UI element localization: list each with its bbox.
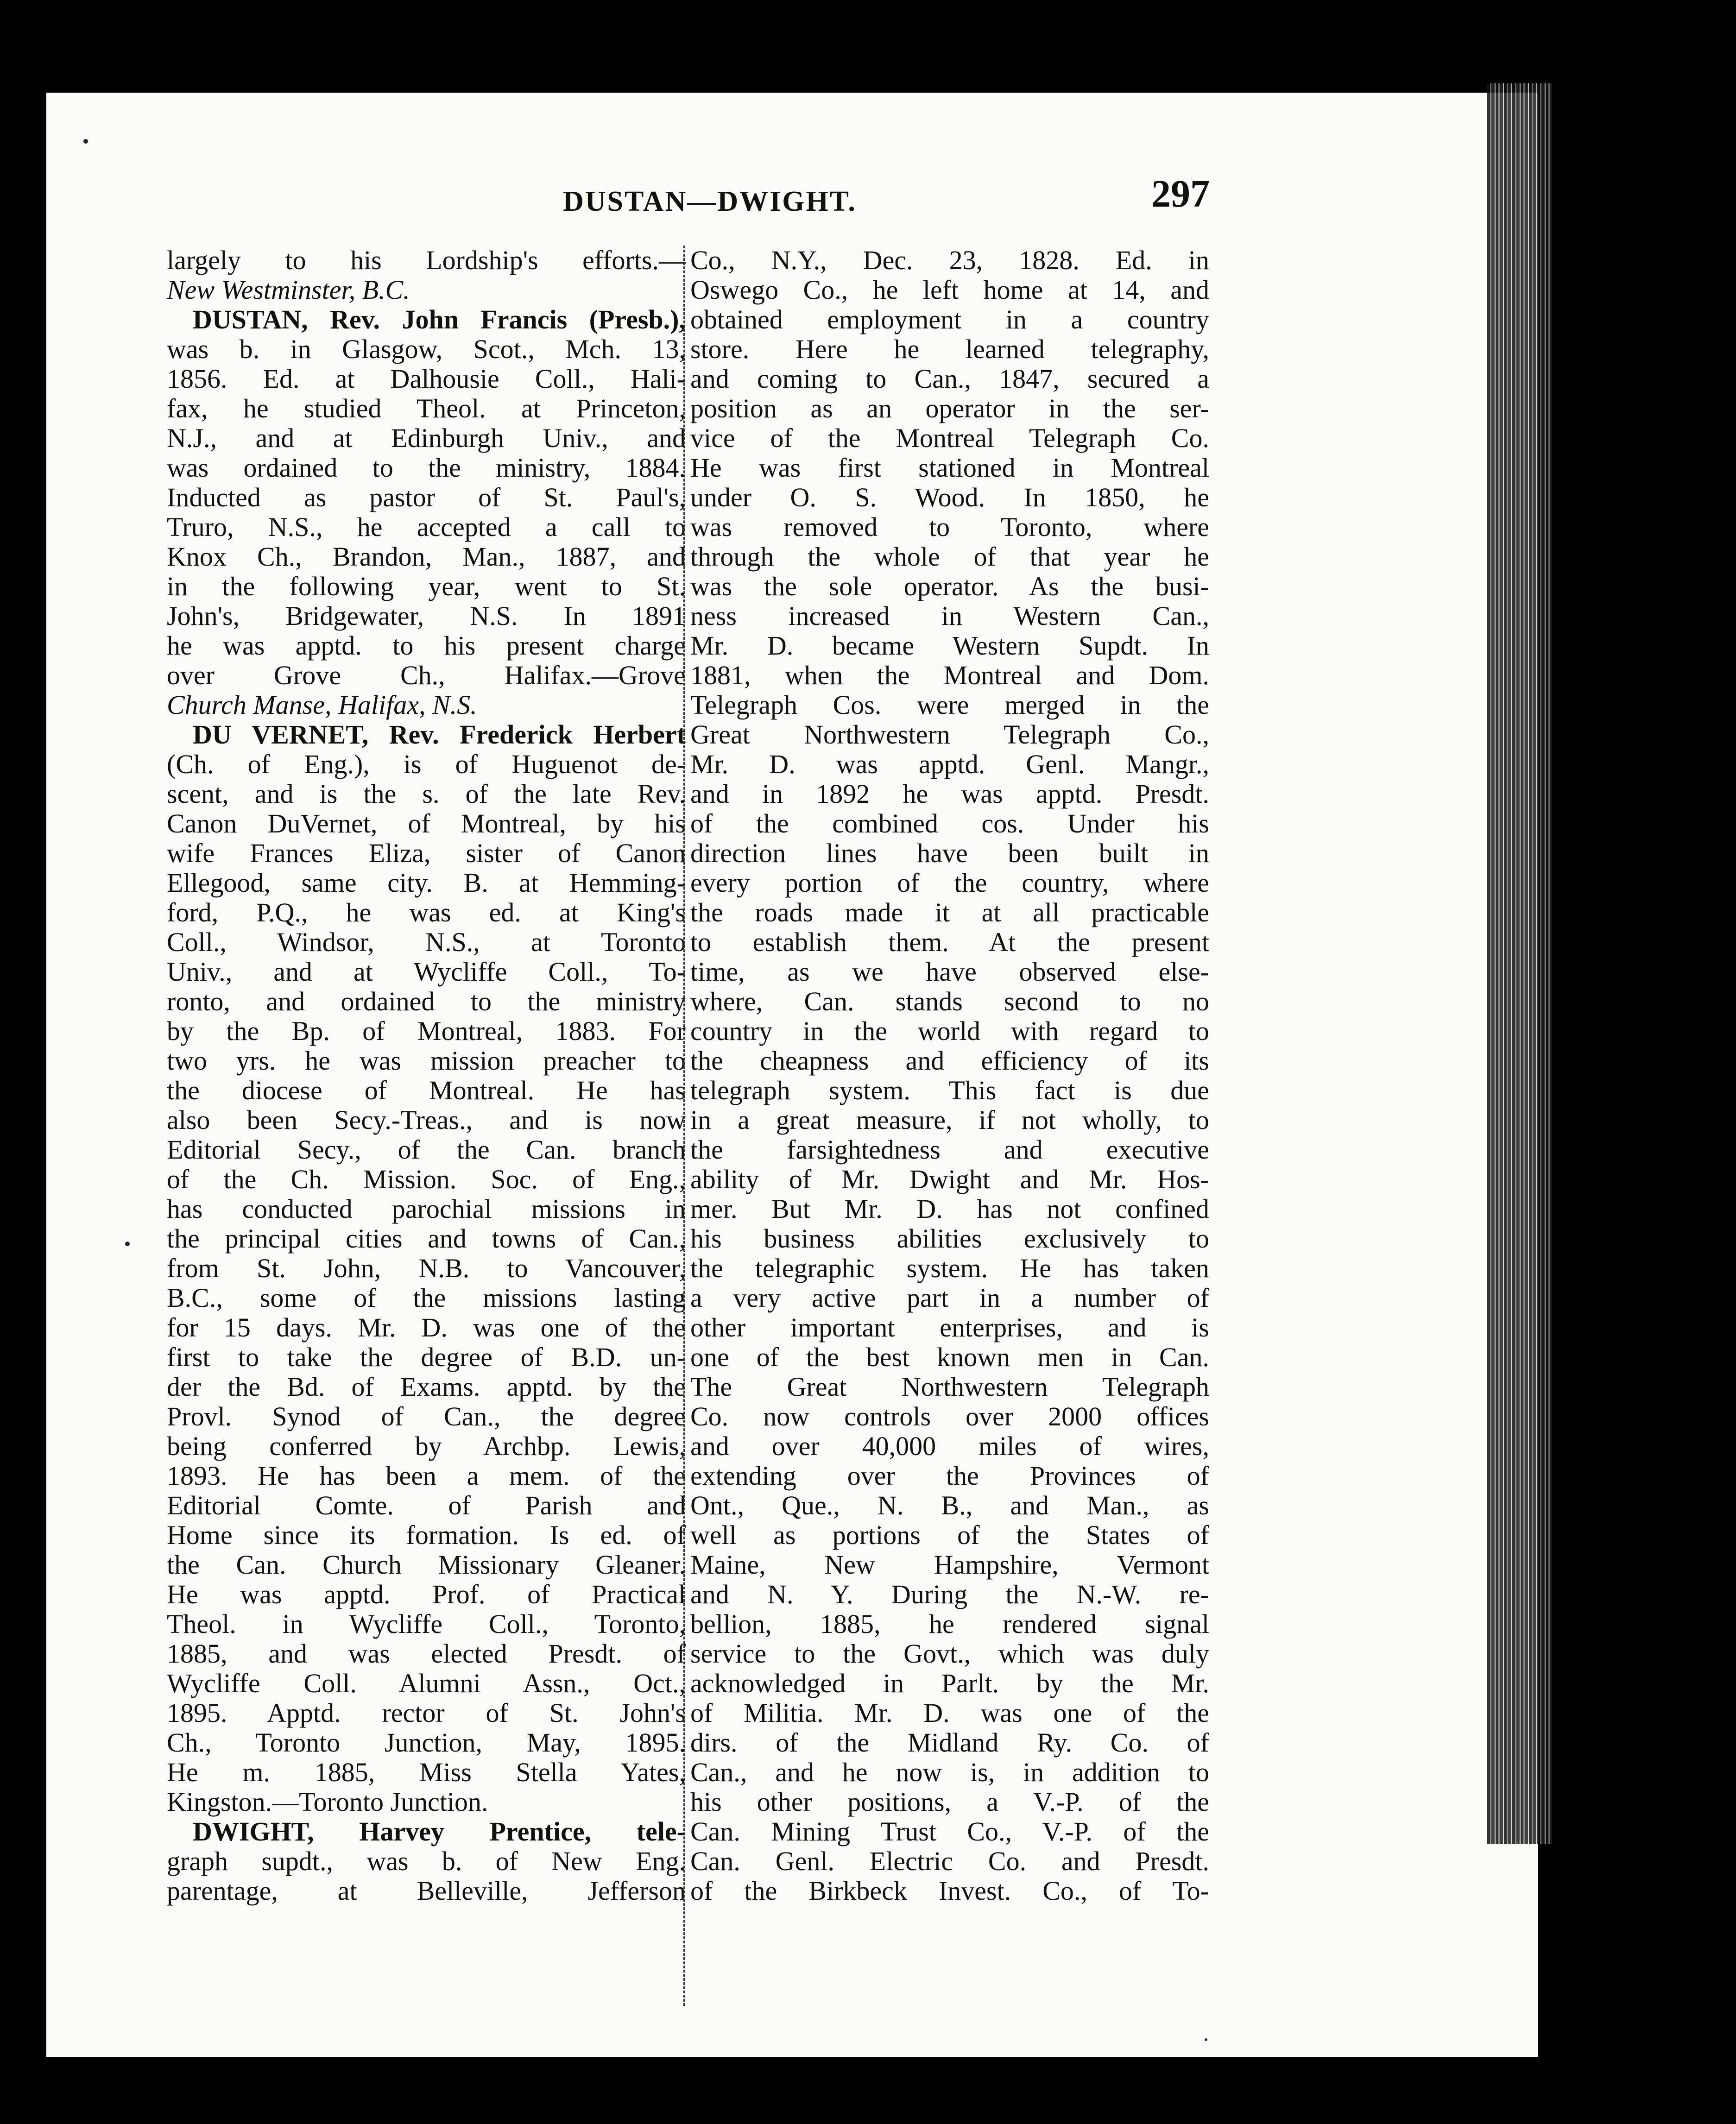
text-line: Inducted as pastor of St. Paul's, bbox=[167, 482, 686, 512]
text-line: of the Ch. Mission. Soc. of Eng., bbox=[167, 1164, 686, 1194]
scan-speck bbox=[83, 139, 88, 144]
text-line: Editorial Secy., of the Can. branch bbox=[167, 1134, 686, 1165]
text-line: of Militia. Mr. D. was one of the bbox=[690, 1698, 1209, 1728]
text-line: mer. But Mr. D. has not confined bbox=[690, 1194, 1209, 1224]
text-line: other important enterprises, and is bbox=[690, 1312, 1209, 1342]
text-line: John's, Bridgewater, N.S. In 1891 bbox=[167, 601, 686, 631]
text-line: and over 40,000 miles of wires, bbox=[690, 1431, 1209, 1461]
text-line: Great Northwestern Telegraph Co., bbox=[690, 719, 1209, 750]
text-line: acknowledged in Parlt. by the Mr. bbox=[690, 1668, 1209, 1698]
text-line: largely to his Lordship's efforts.— bbox=[167, 245, 686, 275]
text-line: of the Birkbeck Invest. Co., of To- bbox=[690, 1876, 1209, 1906]
text-line: the diocese of Montreal. He has bbox=[167, 1075, 686, 1105]
text-line: and coming to Can., 1847, secured a bbox=[690, 364, 1209, 394]
text-line: vice of the Montreal Telegraph Co. bbox=[690, 423, 1209, 453]
page-number: 297 bbox=[1151, 172, 1210, 215]
text-line: Can., and he now is, in addition to bbox=[690, 1757, 1209, 1787]
text-line: the telegraphic system. He has taken bbox=[690, 1253, 1209, 1283]
text-line: graph supdt., was b. of New Eng. bbox=[167, 1846, 686, 1876]
text-line: Can. Mining Trust Co., V.-P. of the bbox=[690, 1816, 1209, 1847]
text-line: extending over the Provinces of bbox=[690, 1461, 1209, 1491]
text-line: Editorial Comte. of Parish and bbox=[167, 1490, 686, 1520]
text-line: was ordained to the ministry, 1884. bbox=[167, 453, 686, 483]
text-line: position as an operator in the ser- bbox=[690, 393, 1209, 423]
text-line: well as portions of the States of bbox=[690, 1520, 1209, 1550]
text-line: The Great Northwestern Telegraph bbox=[690, 1372, 1209, 1402]
text-line: He was first stationed in Montreal bbox=[690, 453, 1209, 483]
text-line: was the sole operator. As the busi- bbox=[690, 571, 1209, 601]
text-line: one of the best known men in Can. bbox=[690, 1342, 1209, 1372]
text-line: also been Secy.-Treas., and is now bbox=[167, 1105, 686, 1135]
text-line: in the following year, went to St. bbox=[167, 571, 686, 601]
text-line: DUSTAN, Rev. John Francis (Presb.), bbox=[193, 304, 686, 334]
text-line: telegraph system. This fact is due bbox=[690, 1075, 1209, 1105]
text-line: Co., N.Y., Dec. 23, 1828. Ed. in bbox=[690, 245, 1209, 275]
text-line: Church Manse, Halifax, N.S. bbox=[167, 690, 477, 720]
text-line: over Grove Ch., Halifax.—Grove bbox=[167, 660, 686, 690]
text-line: service to the Govt., which was duly bbox=[690, 1639, 1209, 1669]
text-line: bellion, 1885, he rendered signal bbox=[690, 1609, 1209, 1639]
text-line: first to take the degree of B.D. un- bbox=[167, 1342, 686, 1372]
text-line: obtained employment in a country bbox=[690, 304, 1209, 334]
text-line: ability of Mr. Dwight and Mr. Hos- bbox=[690, 1164, 1209, 1194]
text-line: N.J., and at Edinburgh Univ., and bbox=[167, 423, 686, 453]
text-line: to establish them. At the present bbox=[690, 927, 1209, 957]
text-line: Mr. D. became Western Supdt. In bbox=[690, 630, 1209, 661]
text-line: the Can. Church Missionary Gleaner. bbox=[167, 1550, 686, 1580]
text-line: ness increased in Western Can., bbox=[690, 601, 1209, 631]
text-line: has conducted parochial missions in bbox=[167, 1194, 686, 1224]
text-line: the principal cities and towns of Can., bbox=[167, 1223, 686, 1254]
text-line: was b. in Glasgow, Scot., Mch. 13, bbox=[167, 334, 686, 364]
text-line: parentage, at Belleville, Jefferson bbox=[167, 1876, 686, 1906]
text-line: country in the world with regard to bbox=[690, 1016, 1209, 1046]
text-line: his business abilities exclusively to bbox=[690, 1223, 1209, 1254]
text-line: Telegraph Cos. were merged in the bbox=[690, 690, 1209, 720]
text-line: ronto, and ordained to the ministry bbox=[167, 986, 686, 1016]
text-line: through the whole of that year he bbox=[690, 542, 1209, 572]
text-line: Knox Ch., Brandon, Man., 1887, and bbox=[167, 542, 686, 572]
text-line: Co. now controls over 2000 offices bbox=[690, 1401, 1209, 1431]
text-line: where, Can. stands second to no bbox=[690, 986, 1209, 1016]
text-line: he was apptd. to his present charge bbox=[167, 630, 686, 661]
text-line: every portion of the country, where bbox=[690, 868, 1209, 898]
scan-speck bbox=[125, 1242, 130, 1246]
text-line: Kingston.—Toronto Junction. bbox=[167, 1787, 488, 1817]
text-line: and in 1892 he was apptd. Presdt. bbox=[690, 779, 1209, 809]
text-line: under O. S. Wood. In 1850, he bbox=[690, 482, 1209, 512]
text-line: Canon DuVernet, of Montreal, by his bbox=[167, 808, 686, 838]
running-title: DUSTAN—DWIGHT. bbox=[563, 186, 857, 217]
text-line: dirs. of the Midland Ry. Co. of bbox=[690, 1727, 1209, 1758]
text-line: direction lines have been built in bbox=[690, 838, 1209, 868]
text-line: Provl. Synod of Can., the degree bbox=[167, 1401, 686, 1431]
text-line: of the combined cos. Under his bbox=[690, 808, 1209, 838]
text-line: DU VERNET, Rev. Frederick Herbert bbox=[193, 719, 686, 750]
left-column bbox=[167, 246, 686, 1906]
text-line: the farsightedness and executive bbox=[690, 1134, 1209, 1165]
text-line: store. Here he learned telegraphy, bbox=[690, 334, 1209, 364]
text-line: He m. 1885, Miss Stella Yates, bbox=[167, 1757, 686, 1787]
text-line: two yrs. he was mission preacher to bbox=[167, 1046, 686, 1076]
text-line: in a great measure, if not wholly, to bbox=[690, 1105, 1209, 1135]
text-line: being conferred by Archbp. Lewis, bbox=[167, 1431, 686, 1461]
text-line: scent, and is the s. of the late Rev. bbox=[167, 779, 686, 809]
text-line: fax, he studied Theol. at Princeton, bbox=[167, 393, 686, 423]
right-column bbox=[690, 246, 1209, 1906]
text-line: (Ch. of Eng.), is of Huguenot de- bbox=[167, 749, 686, 779]
text-line: time, as we have observed else- bbox=[690, 957, 1209, 987]
text-line: Ch., Toronto Junction, May, 1895. bbox=[167, 1727, 686, 1758]
text-line: New Westminster, B.C. bbox=[167, 275, 410, 305]
text-line: 1856. Ed. at Dalhousie Coll., Hali- bbox=[167, 364, 686, 394]
text-line: Coll., Windsor, N.S., at Toronto bbox=[167, 927, 686, 957]
text-line: 1881, when the Montreal and Dom. bbox=[690, 660, 1209, 690]
text-line: the roads made it at all practicable bbox=[690, 897, 1209, 927]
text-line: Univ., and at Wycliffe Coll., To- bbox=[167, 957, 686, 987]
text-line: 1895. Apptd. rector of St. John's bbox=[167, 1698, 686, 1728]
text-line: by the Bp. of Montreal, 1883. For bbox=[167, 1016, 686, 1046]
text-line: Can. Genl. Electric Co. and Presdt. bbox=[690, 1846, 1209, 1876]
text-line: Oswego Co., he left home at 14, and bbox=[690, 275, 1209, 305]
scan-speck bbox=[1205, 2038, 1207, 2041]
text-line: Home since its formation. Is ed. of bbox=[167, 1520, 686, 1550]
text-line: and N. Y. During the N.-W. re- bbox=[690, 1579, 1209, 1609]
text-line: from St. John, N.B. to Vancouver, bbox=[167, 1253, 686, 1283]
text-line: der the Bd. of Exams. apptd. by the bbox=[167, 1372, 686, 1402]
text-line: wife Frances Eliza, sister of Canon bbox=[167, 838, 686, 868]
text-line: 1885, and was elected Presdt. of bbox=[167, 1639, 686, 1669]
scanned-page bbox=[46, 93, 1538, 2057]
text-line: Mr. D. was apptd. Genl. Mangr., bbox=[690, 749, 1209, 779]
text-line: Ellegood, same city. B. at Hemming- bbox=[167, 868, 686, 898]
text-line: Truro, N.S., he accepted a call to bbox=[167, 512, 686, 542]
text-line: Wycliffe Coll. Alumni Assn., Oct., bbox=[167, 1668, 686, 1698]
text-line: Ont., Que., N. B., and Man., as bbox=[690, 1490, 1209, 1520]
text-line: for 15 days. Mr. D. was one of the bbox=[167, 1312, 686, 1342]
scanner-edge bbox=[1487, 83, 1552, 1844]
text-line: was removed to Toronto, where bbox=[690, 512, 1209, 542]
text-line: Theol. in Wycliffe Coll., Toronto, bbox=[167, 1609, 686, 1639]
text-line: the cheapness and efficiency of its bbox=[690, 1046, 1209, 1076]
column-divider bbox=[683, 246, 685, 2006]
text-line: B.C., some of the missions lasting bbox=[167, 1283, 686, 1313]
text-line: He was apptd. Prof. of Practical bbox=[167, 1579, 686, 1609]
text-line: his other positions, a V.-P. of the bbox=[690, 1787, 1209, 1817]
text-line: DWIGHT, Harvey Prentice, tele- bbox=[193, 1816, 686, 1847]
text-line: a very active part in a number of bbox=[690, 1283, 1209, 1313]
text-line: ford, P.Q., he was ed. at King's bbox=[167, 897, 686, 927]
text-line: Maine, New Hampshire, Vermont bbox=[690, 1550, 1209, 1580]
page-header bbox=[46, 171, 1538, 236]
text-line: 1893. He has been a mem. of the bbox=[167, 1461, 686, 1491]
